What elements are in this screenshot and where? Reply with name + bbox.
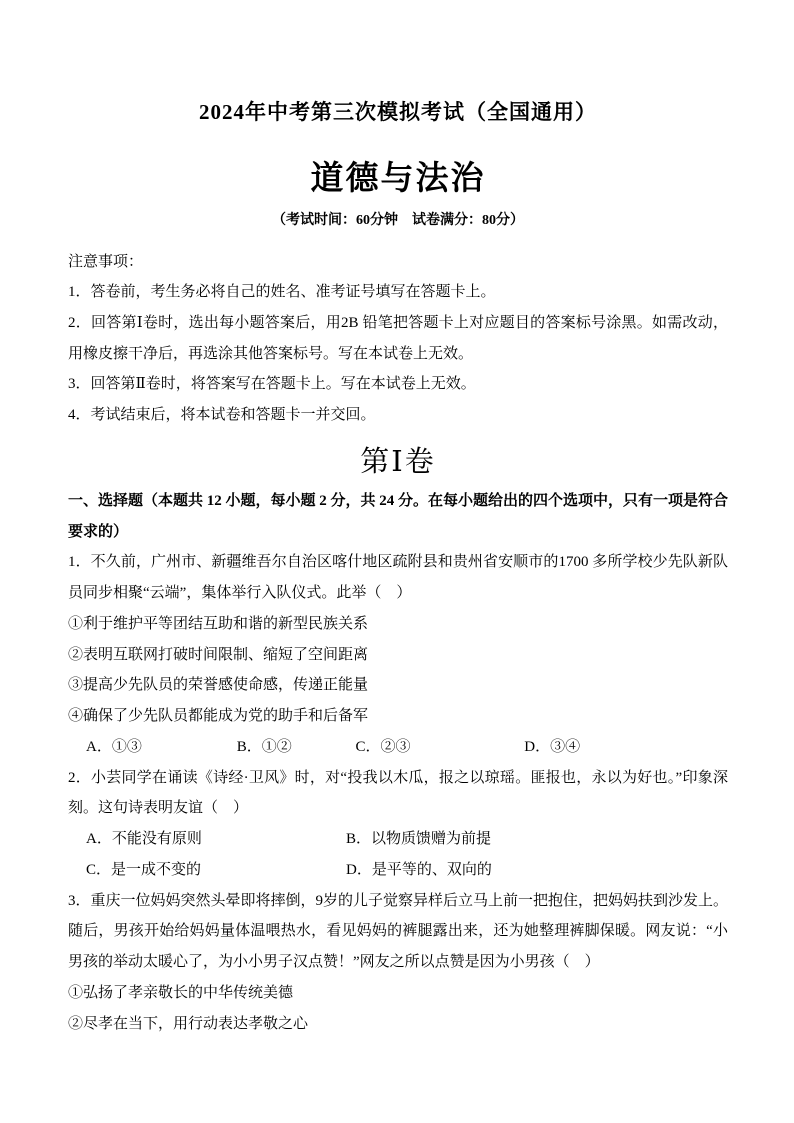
question-2-choice-b: B．以物质馈赠为前提 [346,831,492,847]
question-2-choices [68,824,728,886]
part1-title: 第Ⅰ卷 [360,445,436,478]
question-3-statement-2: ②尽孝在当下，用行动表达孝敬之心 [68,1015,309,1032]
question-1-statement-1: ①利于维护平等团结互助和谐的新型民族关系 [68,615,369,632]
question-1-choice-c: C．②③ [355,738,411,755]
question-2-choice-d: D．是平等的、双向的 [346,861,492,878]
exam-title: 2024年中考第三次模拟考试（全国通用） [199,100,597,124]
question-1-choice-d: D．③④ [524,738,581,755]
notice-item-3: 3．回答第Ⅱ卷时，将答案写在答题卡上。写在本试卷上无效。 [68,376,476,393]
notice-item-4: 4．考试结束后，将本试卷和答题卡一并交回。 [68,407,376,423]
notice-heading: 注意事项： [68,254,144,270]
question-1-statement-3: ③提高少先队员的荣誉感使命感，传递正能量 [68,677,369,694]
question-2-stem: 2．小芸同学在诵读《诗经·卫风》时，对“投我以木瓜，报之以琼瑶。匪报也，永以为好也。”印象深刻。这句诗表明友谊（ ） [68,769,728,817]
question-2 [68,763,728,886]
exam-info: （考试时间：60分钟 试卷满分：80分） [272,213,524,228]
question-2-choice-c: C．是一成不变的 [86,861,202,878]
question-1 [68,547,728,762]
question-3-stem: 3．重庆一位妈妈突然头晕即将摔倒，9岁的儿子觉察异样后立马上前一把抱住，把妈妈扶到沙发上。随后，男孩开始给妈妈量体温喂热水，看见妈妈的裤腿露出来，还为她整理裤脚保暖。网友说：“小男孩的举动太暖心了，为小小男子汉点赞！”网友之所以点赞是因为小男孩（ ） [68,892,729,970]
question-1-statement-4: ④确保了少先队员都能成为党的助手和后备军 [68,708,369,724]
question-1-stem: 1．不久前，广州市、新疆维吾尔自治区喀什地区疏附县和贵州省安顺市的1700 多所学校少先队新队员同步相聚“云端”，集体举行入队仪式。此举（ ） [68,554,728,601]
question-1-choices [68,732,728,763]
question-3-statement-1: ①弘扬了孝亲敬长的中华传统美德 [68,984,294,1001]
question-1-choice-a: A．①③ [86,738,142,755]
section1-instruction: 一、选择题（本题共 12 小题，每小题 2 分，共 24 分。在每小题给出的四个选项中，只有一项是符合要求的） [68,492,729,540]
question-2-choice-a: A．不能没有原则 [86,831,202,847]
notice-item-2: 2．回答第Ⅰ卷时，选出每小题答案后，用2B 铅笔把答题卡上对应题目的答案标号涂黑。如需改动，用橡皮擦干净后，再选涂其他答案标号。写在本试卷上无效。 [68,314,728,362]
subject-title: 道德与法治 [310,161,486,197]
question-1-choice-b: B．①② [236,738,292,755]
notice-section [68,247,728,431]
notice-item-1: 1．答卷前，考生务必将自己的姓名、准考证号填写在答题卡上。 [68,284,496,300]
question-3 [68,886,728,1040]
question-1-statement-2: ②表明互联网打破时间限制、缩短了空间距离 [68,646,369,663]
